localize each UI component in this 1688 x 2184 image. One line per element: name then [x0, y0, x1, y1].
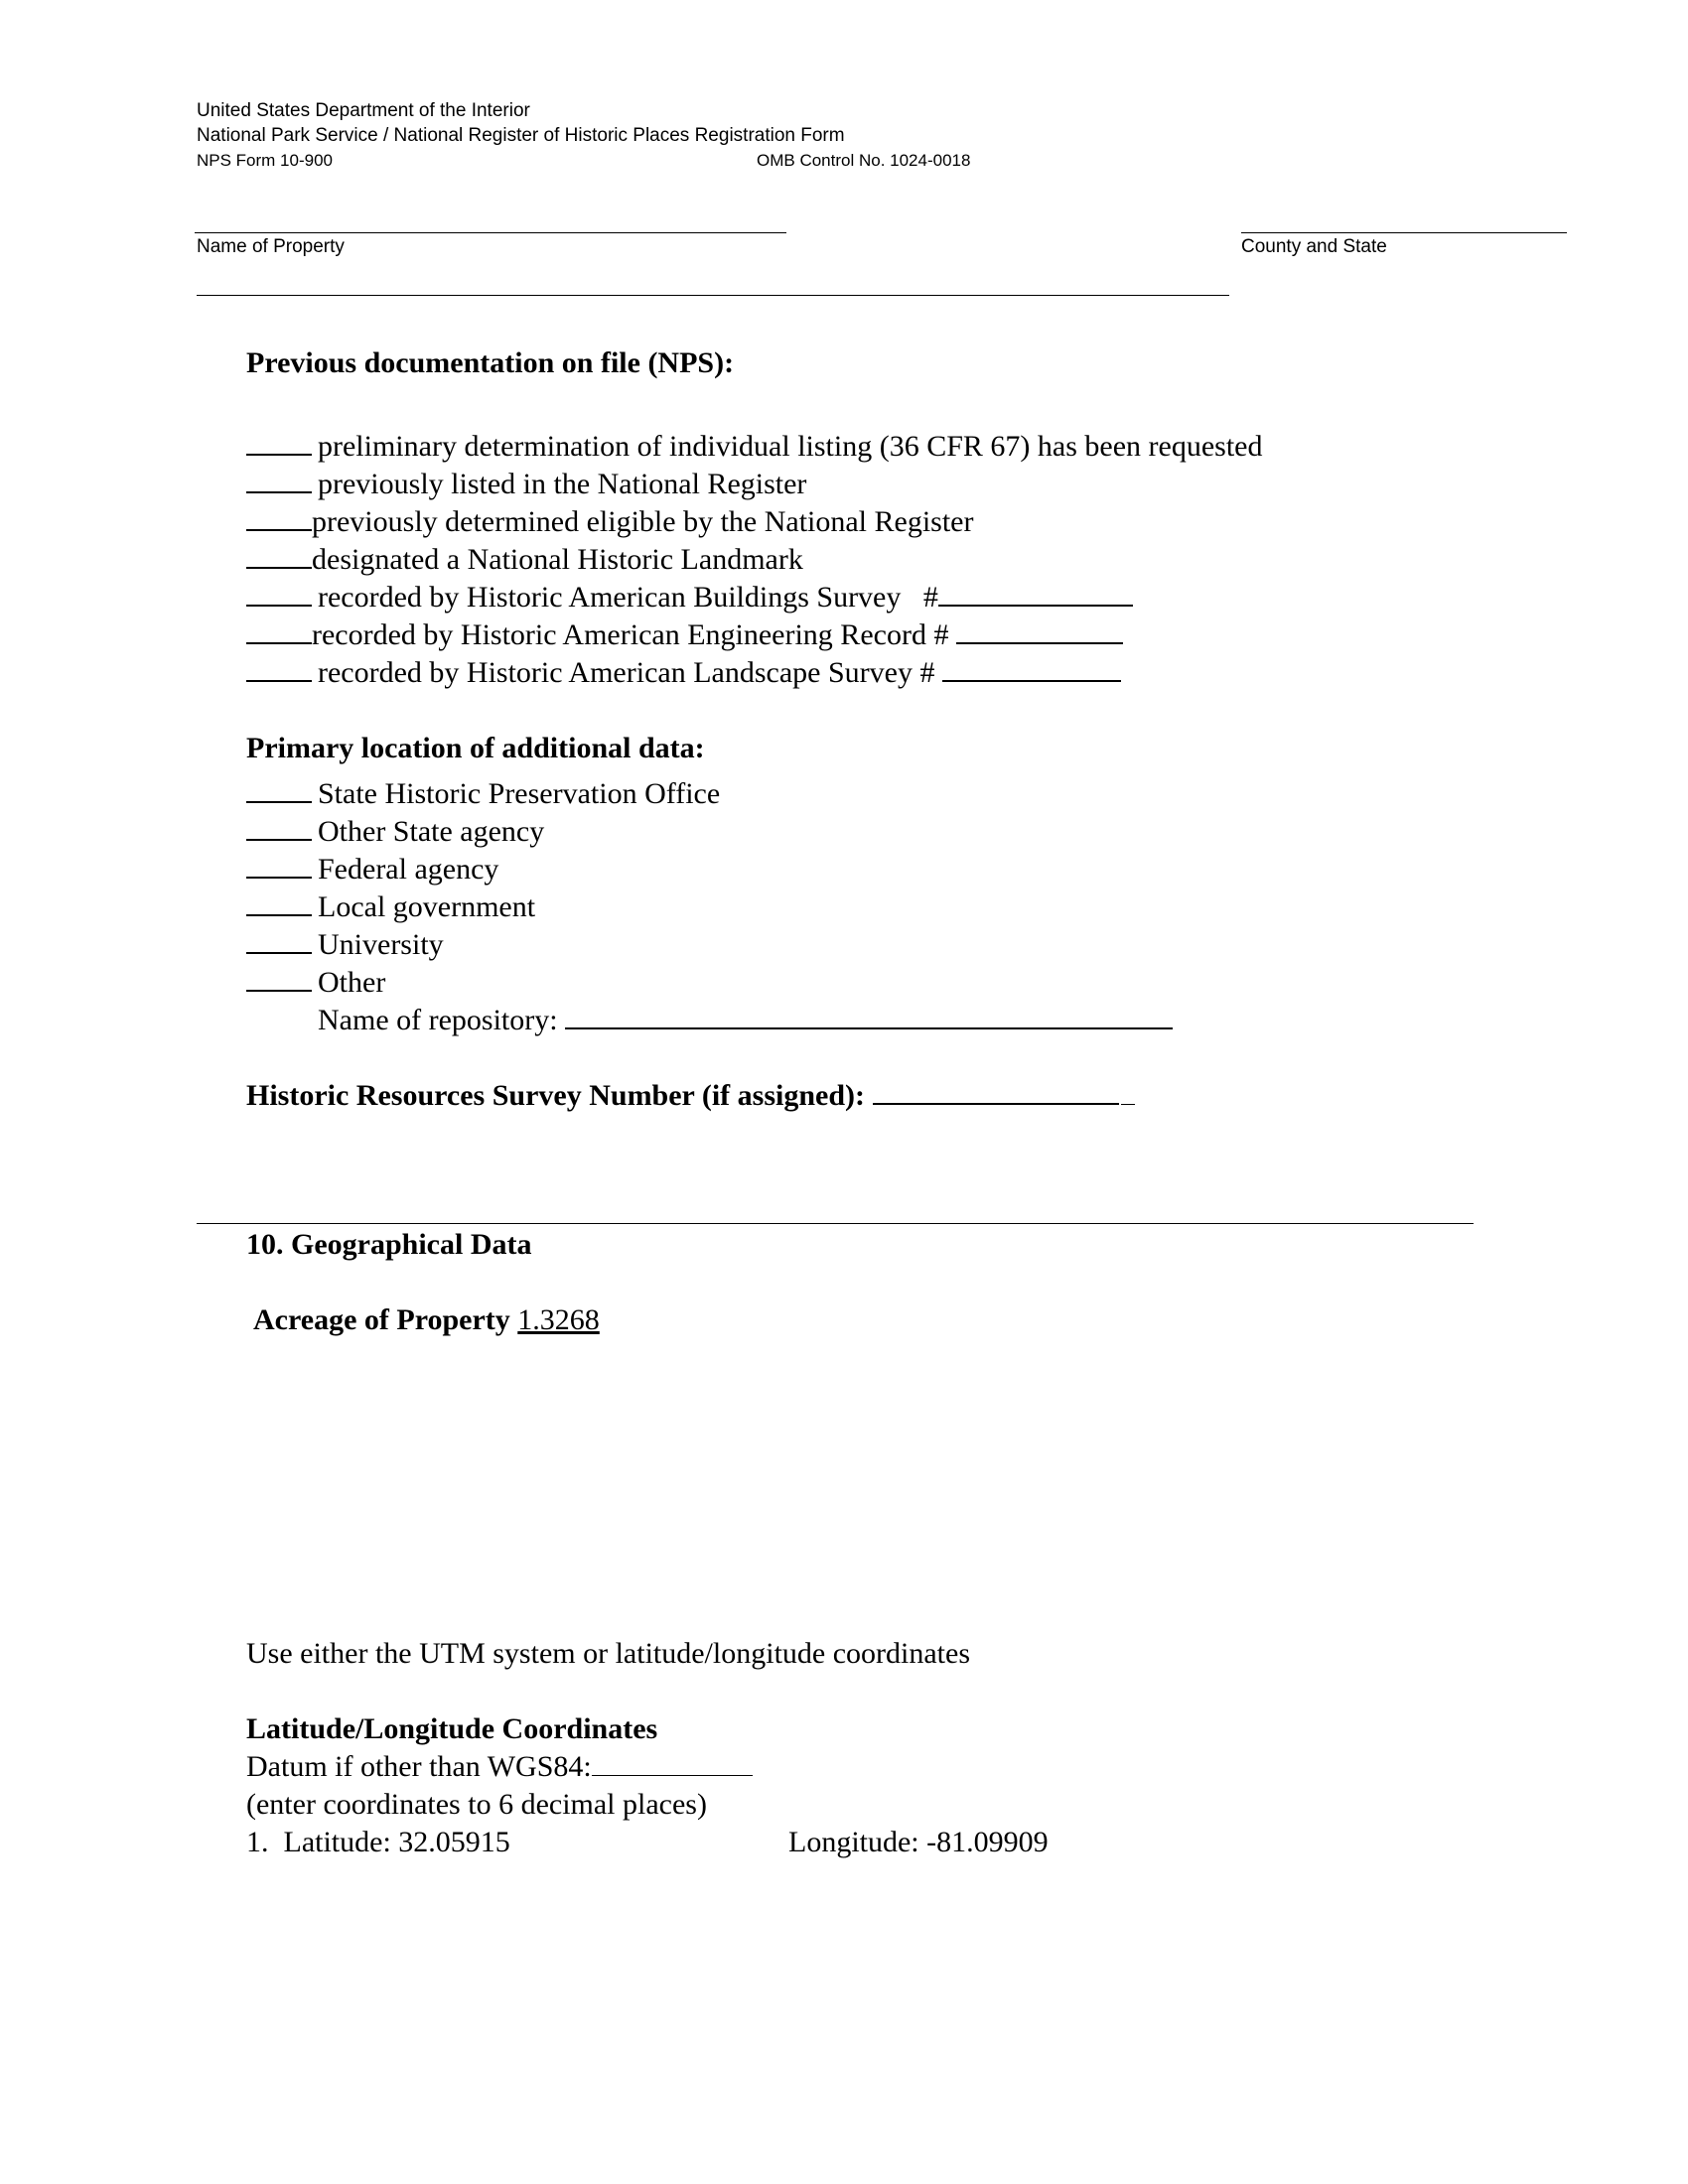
- location-checkbox-line[interactable]: [246, 890, 312, 916]
- survey-number-field-tail: [1121, 1080, 1135, 1105]
- prev-doc-checkbox-line[interactable]: [246, 468, 312, 493]
- acreage-value: 1.3268: [517, 1303, 600, 1336]
- coordinate-row: [246, 1825, 510, 1860]
- prev-doc-item-label: designated a National Historic Landmark: [312, 543, 803, 576]
- survey-number-field[interactable]: [873, 1079, 1119, 1105]
- prev-doc-item: [246, 617, 1123, 653]
- prev-doc-item-label: preliminary determination of individual listing (36 CFR 67) has been requested: [318, 430, 1263, 463]
- prev-doc-item: [246, 655, 1121, 691]
- datum-row: [246, 1749, 753, 1785]
- hals-number-field[interactable]: [942, 656, 1121, 682]
- location-item: [246, 965, 385, 1001]
- repository-row: [318, 1003, 1173, 1038]
- department-name: United States Department of the Interior: [197, 100, 530, 121]
- geographical-data-title: 10. Geographical Data: [246, 1228, 532, 1261]
- decimal-note: (enter coordinates to 6 decimal places): [246, 1788, 707, 1821]
- latitude-label: Latitude:: [283, 1826, 391, 1858]
- header-divider: [197, 295, 1229, 296]
- prev-doc-checkbox-line[interactable]: [246, 505, 312, 531]
- prev-doc-checkbox-line[interactable]: [246, 430, 312, 456]
- agency-name: National Park Service / National Register of Historic Places Registration Form: [197, 125, 845, 146]
- datum-field[interactable]: [592, 1751, 753, 1776]
- prev-doc-item-label: previously determined eligible by the National Register: [312, 505, 974, 538]
- primary-location-title: Primary location of additional data:: [246, 732, 705, 764]
- property-name-label: Name of Property: [197, 236, 345, 257]
- location-item-label: Local government: [318, 890, 536, 923]
- prev-doc-item: [246, 467, 806, 502]
- location-item-label: Federal agency: [318, 853, 499, 886]
- property-name-field-line[interactable]: [195, 232, 786, 233]
- prev-doc-checkbox-line[interactable]: [246, 656, 312, 682]
- location-item: [246, 852, 498, 887]
- latlong-title: Latitude/Longitude Coordinates: [246, 1712, 658, 1745]
- haer-number-field[interactable]: [956, 618, 1123, 644]
- longitude-group: [788, 1825, 1049, 1860]
- latitude-value: 32.05915: [398, 1826, 510, 1858]
- location-checkbox-line[interactable]: [246, 777, 312, 803]
- longitude-label: Longitude:: [788, 1826, 919, 1858]
- acreage-row: [253, 1302, 600, 1338]
- coordinate-index: 1.: [246, 1826, 269, 1858]
- acreage-label: Acreage of Property: [253, 1303, 510, 1336]
- location-item: [246, 889, 535, 925]
- location-checkbox-line[interactable]: [246, 928, 312, 954]
- prev-doc-item: [246, 580, 1133, 615]
- location-item-label: University: [318, 928, 444, 961]
- repository-name-field[interactable]: [565, 1004, 1173, 1029]
- prev-doc-item-label: recorded by Historic American Engineering Record #: [312, 618, 949, 651]
- location-item: [246, 776, 720, 812]
- prev-doc-item-label: previously listed in the National Register: [318, 468, 807, 500]
- prev-doc-checkbox-line[interactable]: [246, 581, 312, 607]
- county-state-label: County and State: [1241, 236, 1387, 257]
- datum-label: Datum if other than WGS84:: [246, 1750, 592, 1783]
- prev-doc-item-label: recorded by Historic American Landscape Survey #: [318, 656, 935, 689]
- location-checkbox-line[interactable]: [246, 966, 312, 992]
- location-checkbox-line[interactable]: [246, 853, 312, 879]
- prev-doc-checkbox-line[interactable]: [246, 618, 312, 644]
- previous-documentation-title: Previous documentation on file (NPS):: [246, 346, 735, 379]
- prev-doc-item: [246, 504, 974, 540]
- form-number: NPS Form 10-900: [197, 151, 333, 170]
- section-divider: [197, 1223, 1474, 1224]
- repository-label: Name of repository:: [318, 1004, 558, 1036]
- survey-number-label: Historic Resources Survey Number (if assigned):: [246, 1079, 865, 1112]
- prev-doc-item-label: recorded by Historic American Buildings Survey #: [318, 581, 938, 614]
- habs-number-field[interactable]: [938, 581, 1133, 607]
- omb-control-number: OMB Control No. 1024-0018: [757, 151, 971, 170]
- location-item: [246, 927, 444, 963]
- location-item-label: Other: [318, 966, 386, 999]
- longitude-value: -81.09909: [926, 1826, 1049, 1858]
- location-checkbox-line[interactable]: [246, 815, 312, 841]
- survey-number-row: [246, 1078, 1135, 1114]
- prev-doc-item: [246, 542, 803, 578]
- location-item-label: State Historic Preservation Office: [318, 777, 721, 810]
- location-item: [246, 814, 544, 850]
- location-item-label: Other State agency: [318, 815, 545, 848]
- prev-doc-checkbox-line[interactable]: [246, 543, 312, 569]
- coordinate-instruction: Use either the UTM system or latitude/longitude coordinates: [246, 1637, 970, 1670]
- prev-doc-item: [246, 429, 1262, 465]
- county-state-field-line[interactable]: [1241, 232, 1567, 233]
